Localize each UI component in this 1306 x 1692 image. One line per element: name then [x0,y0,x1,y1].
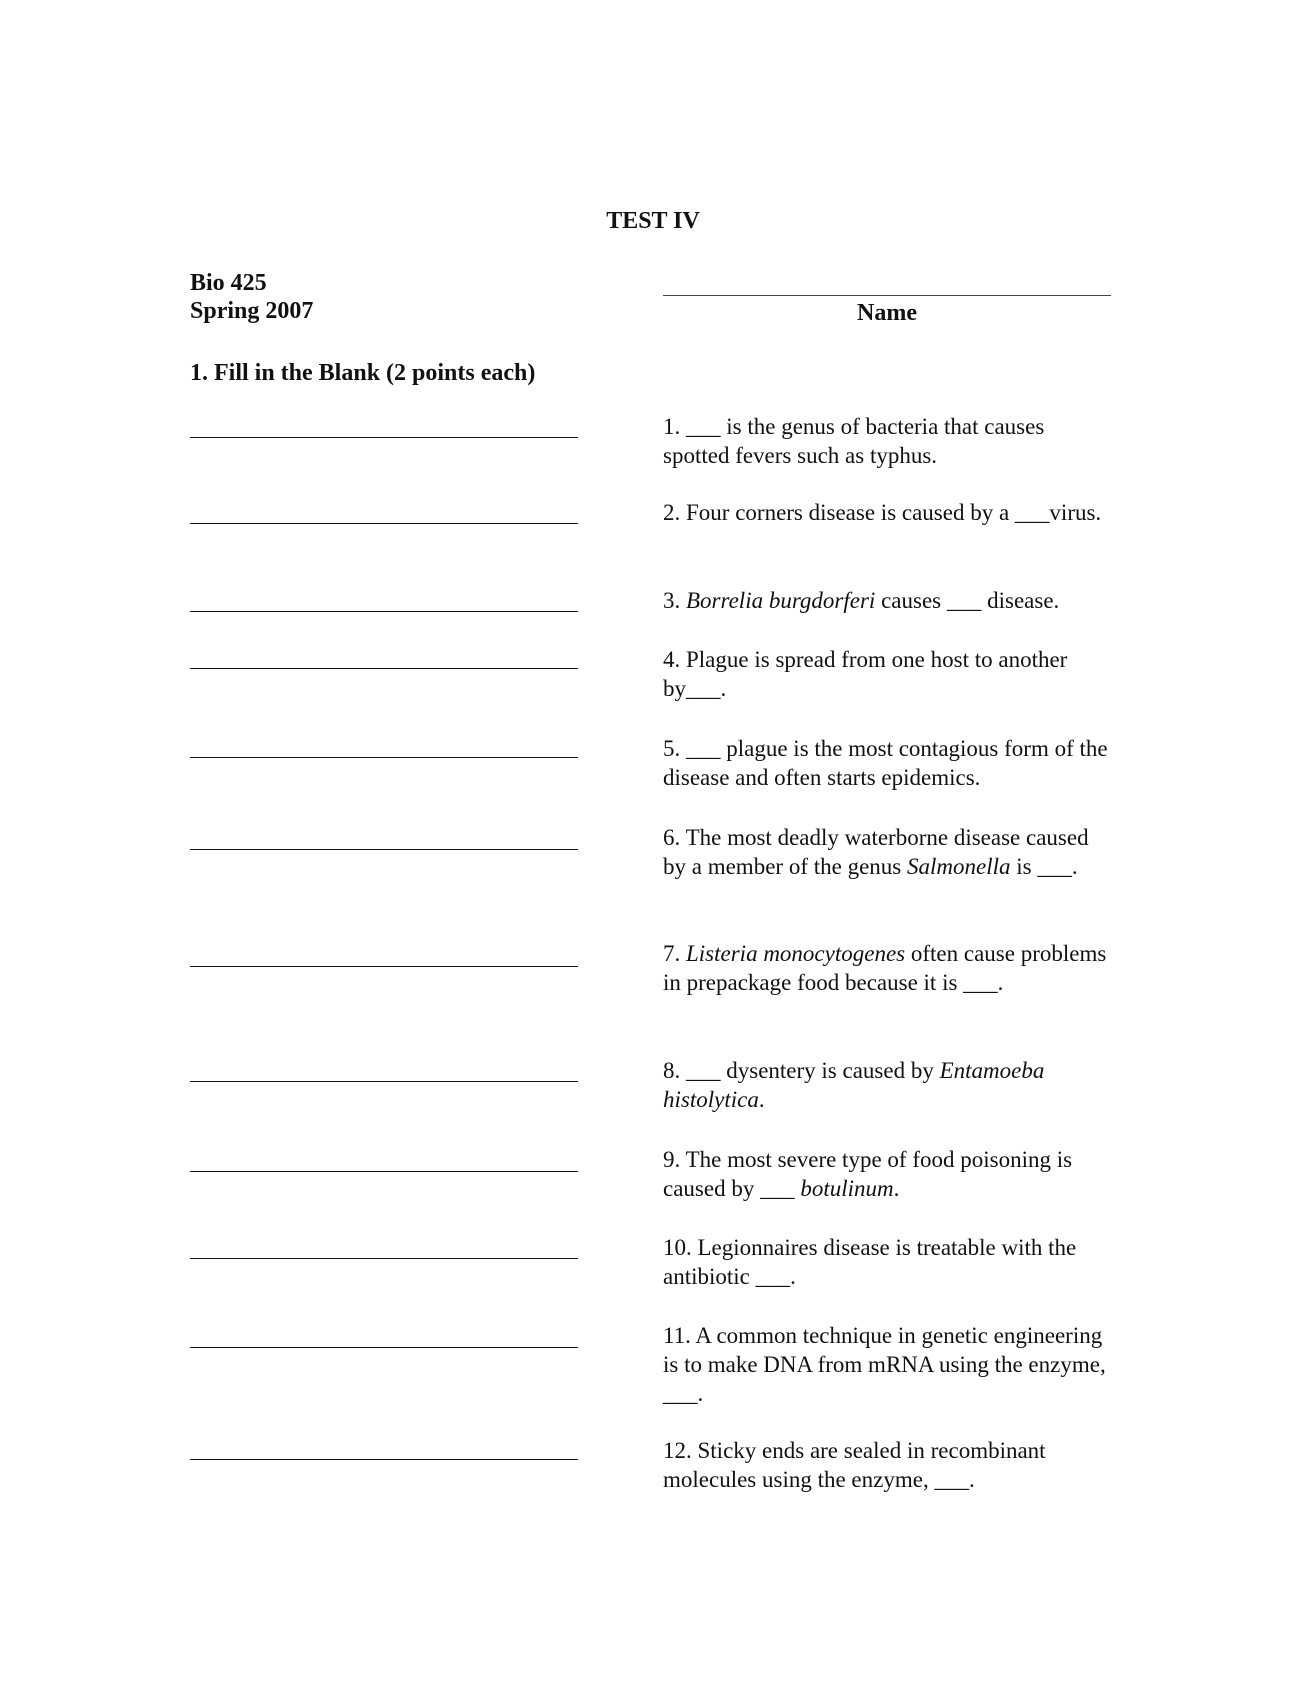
question-6-part-2: Salmonella [906,854,1011,879]
term-label: Spring 2007 [190,298,314,324]
answer-line-11[interactable] [190,1347,578,1348]
question-6 [663,823,1113,881]
question-9-part-3: . [893,1176,900,1201]
question-12-part-1: 12. Sticky ends are sealed in recombinant molecules using the enzyme, ___. [663,1438,1046,1492]
question-7-part-3: often cause problems in prepackage food because it is ___. [663,941,1107,995]
question-3 [663,586,1113,615]
question-3-part-3: causes ___ disease. [875,588,1060,613]
answer-line-4[interactable] [190,668,578,669]
question-4 [663,645,1113,703]
question-1-part-1: 1. ___ is the genus of bacteria that causes spotted fevers such as typhus. [663,414,1045,468]
test-title: TEST IV [606,208,700,234]
section-heading: 1. Fill in the Blank (2 points each) [190,360,536,386]
answer-line-6[interactable] [190,849,578,850]
question-2-part-1: 2. Four corners disease is caused by a ___virus. [663,500,1102,525]
question-10 [663,1233,1113,1291]
question-3-part-2: Borrelia burgdorferi [686,588,876,613]
question-7 [663,939,1113,997]
answer-line-8[interactable] [190,1081,578,1082]
question-9-part-2: botulinum [800,1176,894,1201]
question-7-part-1: 7. [663,941,686,966]
question-10-part-1: 10. Legionnaires disease is treatable with the antibiotic ___. [663,1235,1077,1289]
answer-line-12[interactable] [190,1459,578,1460]
answer-line-2[interactable] [190,523,578,524]
question-11 [663,1321,1113,1408]
question-8-part-3: . [758,1087,765,1112]
question-7-part-2: Listeria monocytogenes [686,941,906,966]
answer-line-5[interactable] [190,757,578,758]
question-1 [663,412,1113,470]
question-2 [663,498,1113,527]
answer-line-10[interactable] [190,1258,578,1259]
name-label: Name [857,300,917,326]
question-11-part-1: 11. A common technique in genetic engineering is to make DNA from mRNA using the enzyme, ___. [663,1323,1106,1406]
question-8 [663,1056,1113,1114]
question-9-part-1: 9. The most severe type of food poisoning is caused by ___ [663,1147,1073,1201]
course-label: Bio 425 [190,270,267,296]
question-6-part-3: is ___. [1010,854,1078,879]
answer-line-1[interactable] [190,437,578,438]
question-6-part-1: 6. The most deadly waterborne disease caused by a member of the genus [663,825,1089,879]
question-4-part-1: 4. Plague is spread from one host to another by___. [663,647,1068,701]
question-9 [663,1145,1113,1203]
question-8-part-1: 8. ___ dysentery is caused by [663,1058,940,1083]
answer-line-9[interactable] [190,1171,578,1172]
answer-line-3[interactable] [190,611,578,612]
question-5-part-1: 5. ___ plague is the most contagious form of the disease and often starts epidemics. [663,736,1108,790]
question-5 [663,734,1113,792]
question-8-part-2: Entamoeba histolytica [663,1058,1045,1112]
question-3-part-1: 3. [663,588,686,613]
question-12 [663,1436,1113,1494]
name-blank-line[interactable] [663,295,1111,296]
answer-line-7[interactable] [190,966,578,967]
